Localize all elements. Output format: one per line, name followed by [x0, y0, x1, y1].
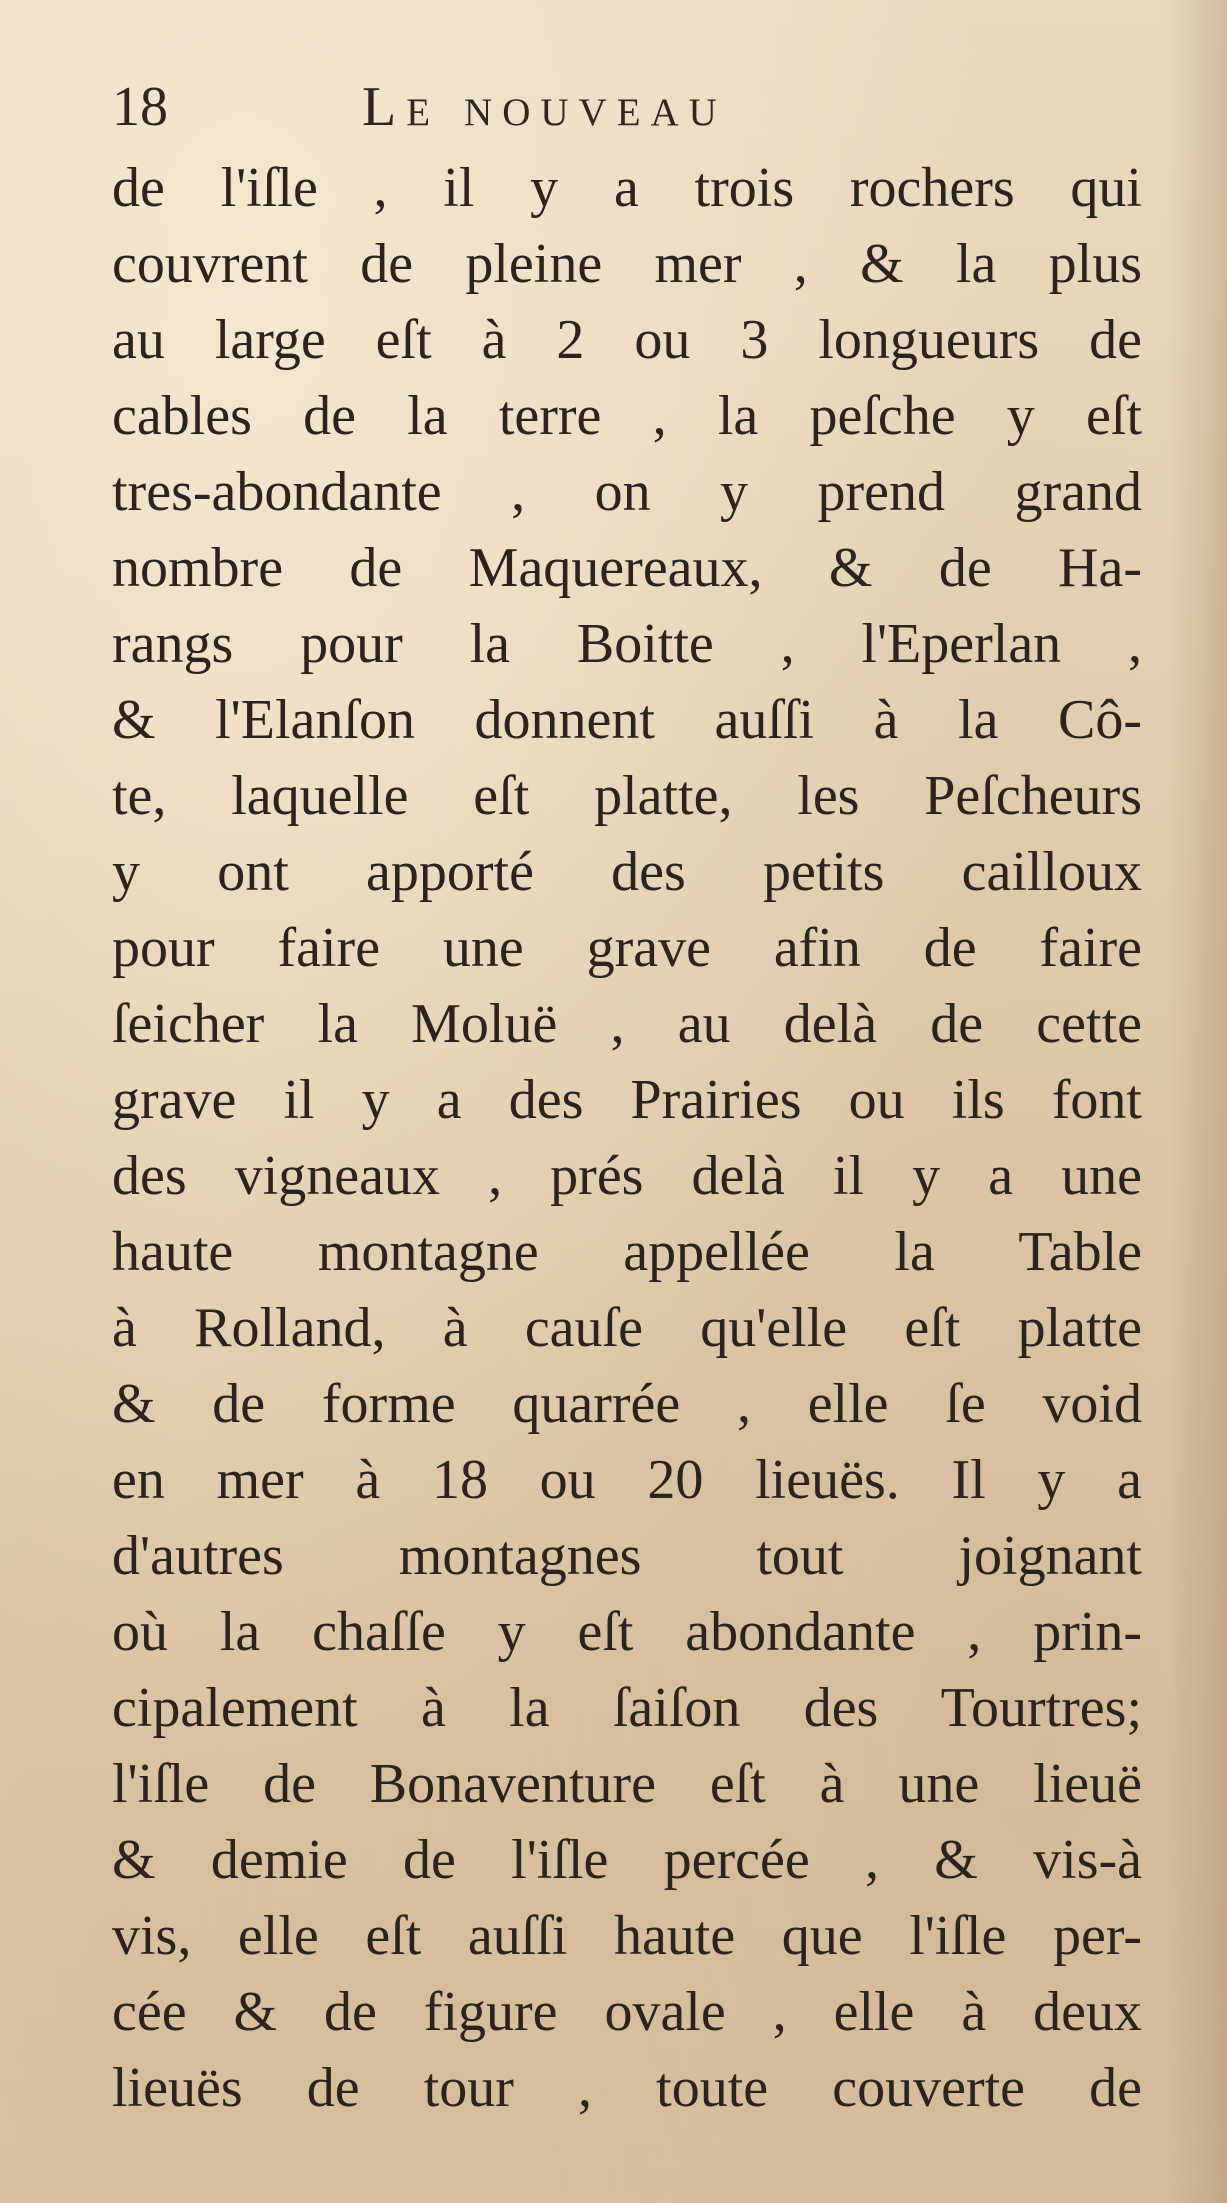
text-line: où la chaſſe y eſt abondante , prin-	[112, 1601, 1142, 1663]
text-line: cée & de figure ovale , elle à deux	[112, 1981, 1142, 2043]
text-line: au large eſt à 2 ou 3 longueurs de	[112, 309, 1142, 371]
text-line: & de forme quarrée , elle ſe void	[112, 1373, 1142, 1435]
text-line: à Rolland, à cauſe qu'elle eſt platte	[112, 1297, 1142, 1359]
text-line: nombre de Maquereaux, & de Ha-	[112, 537, 1142, 599]
text-line: & l'Elanſon donnent auſſi à la Cô-	[112, 689, 1142, 751]
text-line: y ont apporté des petits cailloux	[112, 841, 1142, 903]
text-line: grave il y a des Prairies ou ils font	[112, 1069, 1142, 1131]
text-line: pour faire une grave afin de faire	[112, 917, 1142, 979]
text-line: l'iſle de Bonaventure eſt à une lieuë	[112, 1753, 1142, 1815]
text-line: tres-abondante , on y prend grand	[112, 461, 1142, 523]
text-line: en mer à 18 ou 20 lieuës. Il y a	[112, 1449, 1142, 1511]
page-number: 18	[112, 76, 168, 138]
running-title: Le nouveau	[362, 76, 727, 138]
text-line: haute montagne appellée la Table	[112, 1221, 1142, 1283]
text-line: vis, elle eſt auſſi haute que l'iſle per-	[112, 1905, 1142, 1967]
text-line: de l'iſle , il y a trois rochers qui	[112, 157, 1142, 219]
text-line: lieuës de tour , toute couverte de	[112, 2057, 1142, 2119]
text-line: & demie de l'iſle percée , & vis-à	[112, 1829, 1142, 1891]
text-line: cipalement à la ſaiſon des Tourtres;	[112, 1677, 1142, 1739]
page-header	[112, 72, 1132, 142]
text-line: des vigneaux , prés delà il y a une	[112, 1145, 1142, 1207]
text-line: ſeicher la Moluë , au delà de cette	[112, 993, 1142, 1055]
text-line: d'autres montagnes tout joignant	[112, 1525, 1142, 1587]
text-line: couvrent de pleine mer , & la plus	[112, 233, 1142, 295]
text-line: cables de la terre , la peſche y eſt	[112, 385, 1142, 447]
text-line: te, laquelle eſt platte, les Peſcheurs	[112, 765, 1142, 827]
text-line: rangs pour la Boitte , l'Eperlan ,	[112, 613, 1142, 675]
page-edge-shadow	[1167, 0, 1227, 2203]
body-text	[112, 150, 1142, 2126]
